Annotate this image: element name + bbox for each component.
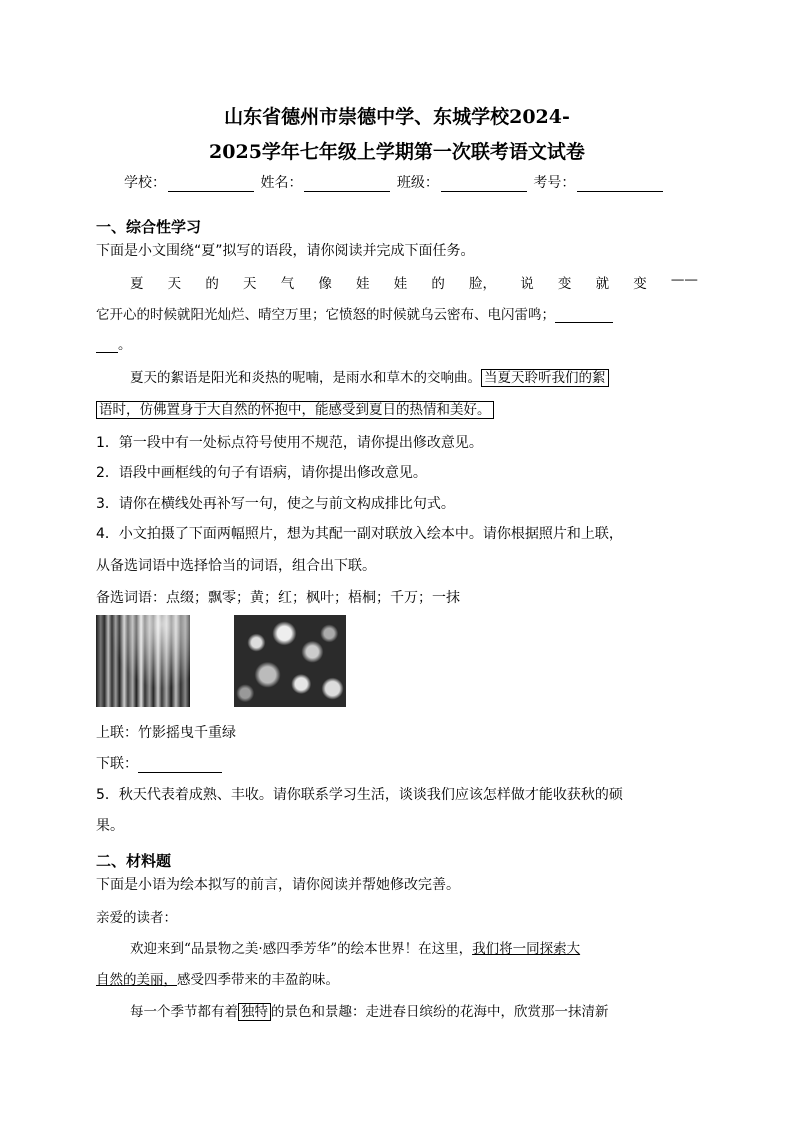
passage-char: —— — [670, 272, 698, 288]
question-2: 2．语段中画框线的句子有语病，请你提出修改意见。 — [96, 465, 427, 481]
lower-couplet-label: 下联： — [96, 756, 138, 772]
passage-line-2 — [96, 303, 613, 323]
class-label: 班级： — [396, 175, 439, 191]
school-blank[interactable] — [168, 177, 254, 192]
name-label: 姓名： — [260, 175, 303, 191]
passage-line-3 — [96, 333, 132, 353]
passage-char: 的 — [431, 276, 445, 292]
passage-line-3-end: 。 — [118, 337, 132, 353]
boxed-sentence-part2: 语时，仿佛置身于大自然的怀抱中，能感受到夏日的热情和美好。 — [96, 401, 494, 419]
passage-char: 变 — [633, 276, 647, 292]
passage-char: 夏 — [130, 276, 144, 292]
school-label: 学校： — [124, 175, 166, 191]
boxed-sentence-part1: 当夏天聆听我们的絮 — [481, 369, 609, 387]
passage-char: 就 — [595, 276, 610, 292]
underlined-phrase-part1: 我们将一同探索大 — [472, 941, 581, 957]
question-5-line2: 果。 — [96, 818, 124, 834]
preface-para-1-cont — [96, 968, 339, 988]
passage-char: 脸， — [469, 276, 497, 292]
preface-para-2-start: 每一个季节都有着 — [130, 1004, 238, 1020]
passage-para-2 — [130, 366, 609, 386]
preface-para-1-end: 感受四季带来的丰盈韵味。 — [177, 972, 339, 988]
passage-char: 天 — [167, 276, 182, 292]
passage-char: 气 — [280, 276, 295, 292]
preface-para-1 — [130, 937, 580, 957]
passage-char: 娃 — [356, 276, 370, 292]
passage-para-2-cont — [96, 398, 494, 418]
word-bank: 备选词语：点缀；飘零；黄；红；枫叶；梧桐；千万；一抹 — [96, 590, 460, 606]
underlined-phrase-part2: 自然的美丽， — [96, 972, 177, 988]
section2-intro: 下面是小语为绘本拟写的前言，请你阅读并帮她修改完善。 — [96, 877, 460, 893]
section1-heading: 一、综合性学习 — [96, 218, 202, 236]
passage-para-2-text: 夏天的絮语是阳光和炎热的呢喃，是雨水和草木的交响曲。 — [130, 370, 481, 386]
student-info-row — [124, 172, 665, 192]
question-5-line1: 5．秋天代表着成熟、丰收。请你联系学习生活，谈谈我们应该怎样做才能收获秋的硕 — [96, 787, 623, 803]
question-1: 1．第一段中有一处标点符号使用不规范，请你提出修改意见。 — [96, 435, 483, 451]
lower-couplet-blank[interactable] — [138, 758, 222, 773]
lower-couplet — [96, 753, 222, 773]
preface-para-1-start: 欢迎来到“品景物之美·感四季芳华”的绘本世界！在这里， — [130, 941, 473, 957]
parallel-sentence-blank[interactable] — [555, 308, 613, 323]
passage-char: 像 — [318, 276, 332, 292]
number-label: 考号： — [533, 175, 576, 191]
section1-intro: 下面是小文围绕“夏”拟写的语段，请你阅读并完成下面任务。 — [96, 243, 475, 259]
passage-char: 变 — [557, 276, 572, 292]
passage-char: 娃 — [393, 276, 408, 292]
question-4-line2: 从备选词语中选择恰当的词语，组合出下联。 — [96, 558, 376, 574]
passage-char: 天 — [243, 276, 257, 292]
preface-para-2-end: 的景色和景趣：走进春日缤纷的花海中，欣赏那一抹清新 — [271, 1004, 609, 1020]
preface-greeting: 亲爱的读者： — [96, 910, 177, 926]
passage-char: 的 — [205, 276, 219, 292]
number-blank[interactable] — [577, 177, 663, 192]
exam-title-line2: 2025学年七年级上学期第一次联考语文试卷 — [209, 141, 585, 163]
question-4-line1: 4．小文拍摄了下面两幅照片，想为其配一副对联放入绘本中。请你根据照片和上联， — [96, 526, 623, 542]
parallel-sentence-blank-cont[interactable] — [96, 338, 118, 353]
autumn-leaves-photo — [234, 615, 346, 707]
class-blank[interactable] — [441, 177, 527, 192]
passage-line-2-text: 它开心的时候就阳光灿烂、晴空万里；它愤怒的时候就乌云密布、电闪雷鸣； — [96, 307, 555, 323]
question-3: 3．请你在横线处再补写一句，使之与前文构成排比句式。 — [96, 496, 455, 512]
passage-char: 说 — [520, 276, 534, 292]
preface-para-2 — [130, 1000, 609, 1020]
upper-couplet: 上联：竹影摇曳千重绿 — [96, 725, 236, 741]
boxed-word: 独特 — [238, 1003, 271, 1021]
bamboo-forest-photo — [96, 615, 190, 707]
passage-line-1 — [130, 272, 698, 292]
name-blank[interactable] — [304, 177, 390, 192]
section2-heading: 二、材料题 — [96, 852, 172, 870]
exam-title-line1: 山东省德州市崇德中学、东城学校2024- — [224, 106, 570, 128]
